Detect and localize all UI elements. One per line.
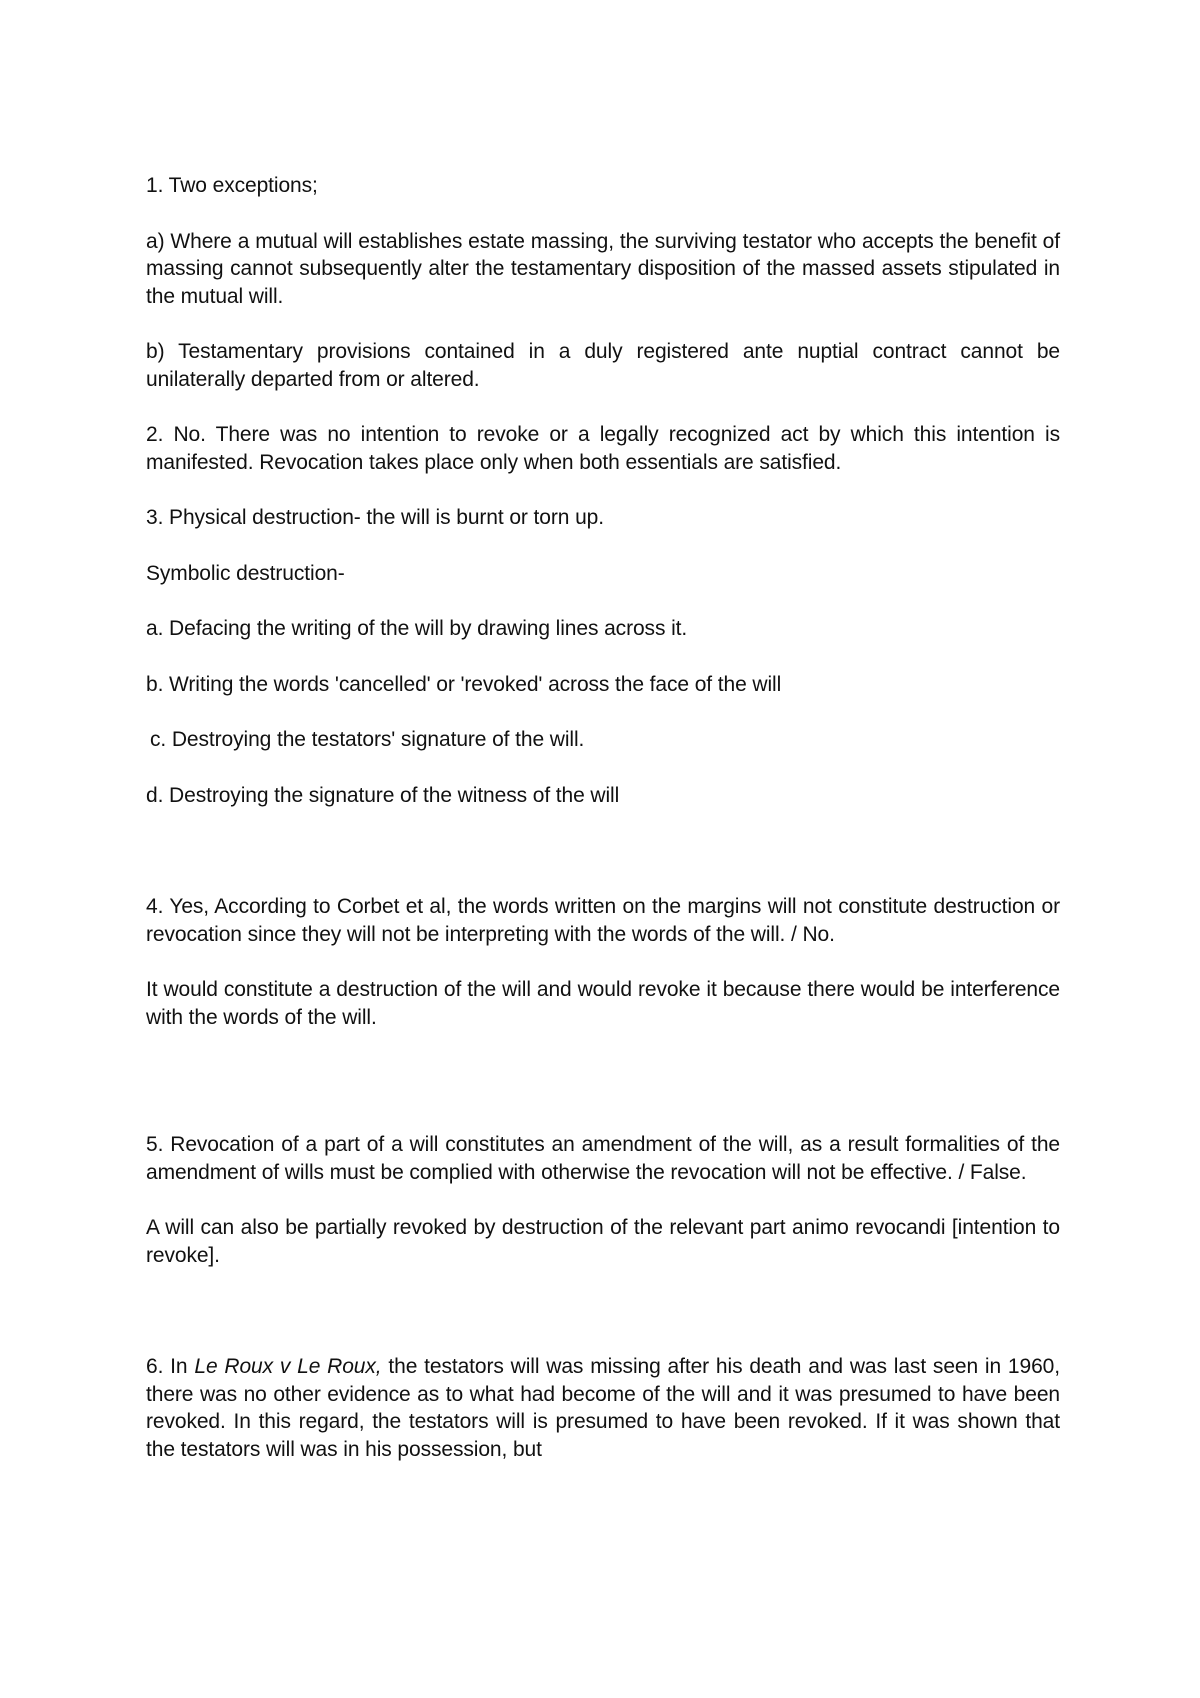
- answer-5-explanation: A will can also be partially revoked by destruction of the relevant part animo revocandi [intention to revoke].: [146, 1216, 1060, 1267]
- answer-5: 5. Revocation of a part of a will constitutes an amendment of the will, as a result formalities of the amendment of wills must be complied with otherwise the revocation will not be effective. / False.: [146, 1133, 1060, 1184]
- answer-6-prefix: 6. In: [146, 1355, 195, 1378]
- answer-1a: a) Where a mutual will establishes estate massing, the surviving testator who accepts the benefit of massing cannot subsequently alter the testamentary disposition of the massed assets stipulated in the mutual will.: [146, 229, 1060, 308]
- answer-6: [146, 1353, 1060, 1463]
- symbolic-destruction-heading: Symbolic destruction-: [146, 561, 345, 585]
- document-page: [146, 172, 1060, 1491]
- answer-4-explanation: It would constitute a destruction of the will and would revoke it because there would be interference with the words of the will.: [146, 978, 1060, 1029]
- case-name: Le Roux v Le Roux,: [194, 1355, 382, 1378]
- answer-2: 2. No. There was no intention to revoke or a legally recognized act by which this intention is manifested. Revocation takes place only when both essentials are satisfied.: [146, 423, 1060, 474]
- symbolic-item-d: d. Destroying the signature of the witness of the will: [146, 783, 620, 807]
- answer-4: 4. Yes, According to Corbet et al, the words written on the margins will not constitute destruction or revocation since they will not be interpreting with the words of the will. / No.: [146, 895, 1060, 946]
- answer-6-body: the testators will was missing after his death and was last seen in 1960, there was no other evidence as to what had become of the will and it was presumed to have been revoked. In this regard, the testators will is presumed to have been revoked. If it was shown that the testators will was in his possession, but: [146, 1355, 1060, 1461]
- symbolic-item-b: b. Writing the words 'cancelled' or 'revoked' across the face of the will: [146, 672, 782, 696]
- symbolic-item-c: c. Destroying the testators' signature of the will.: [150, 728, 585, 751]
- answer-1-heading: 1. Two exceptions;: [146, 174, 318, 197]
- answer-3: 3. Physical destruction- the will is burnt or torn up.: [146, 506, 604, 529]
- answer-1b: b) Testamentary provisions contained in a duly registered ante nuptial contract cannot be unilaterally departed from or altered.: [146, 340, 1060, 391]
- symbolic-item-a: a. Defacing the writing of the will by drawing lines across it.: [146, 617, 688, 640]
